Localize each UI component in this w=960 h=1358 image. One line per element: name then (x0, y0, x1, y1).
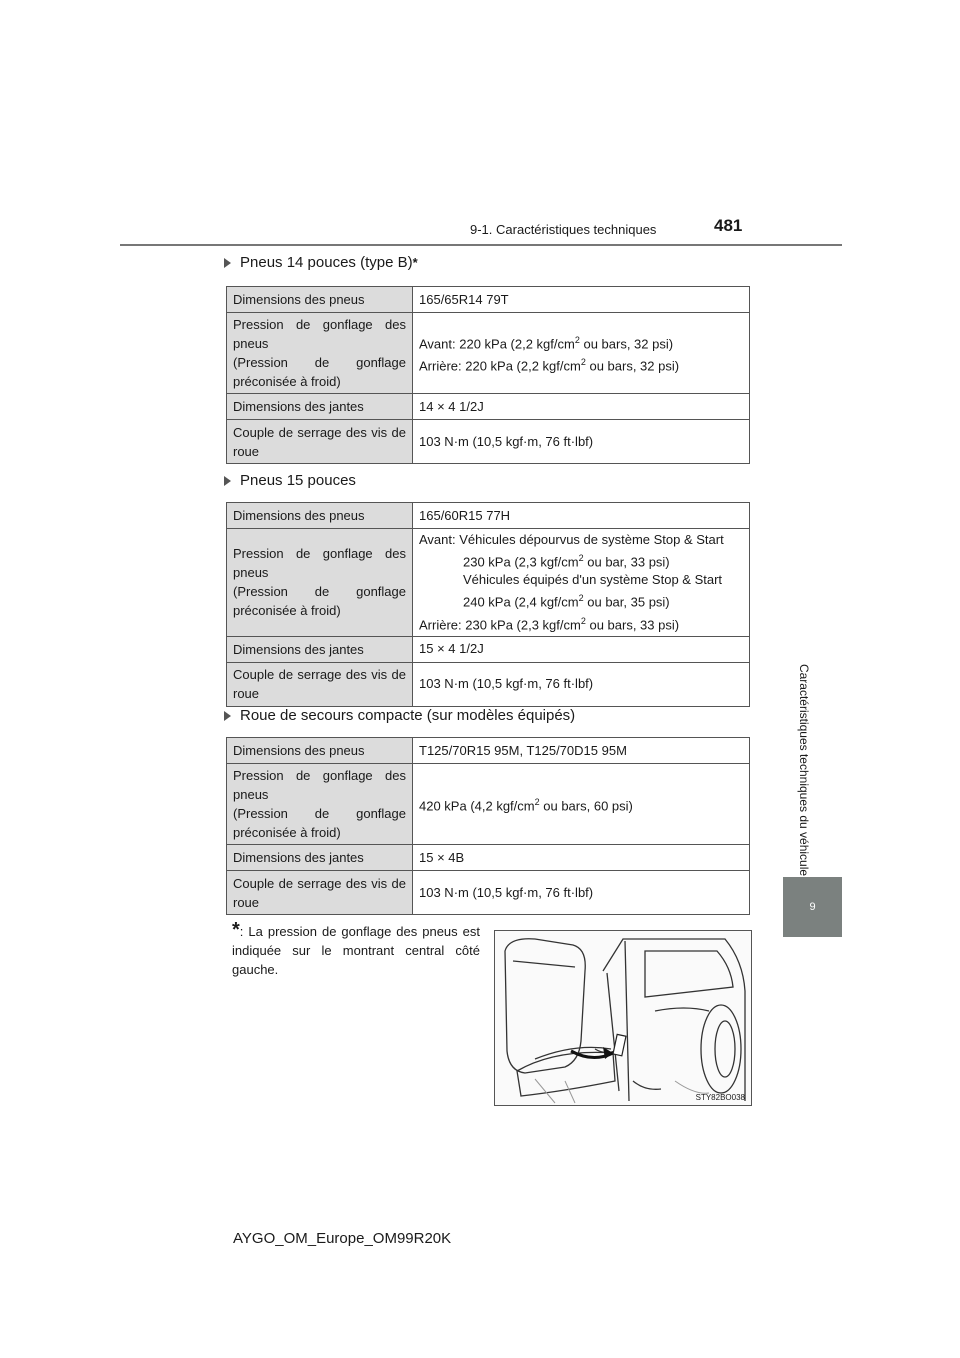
chapter-tab[interactable] (783, 877, 842, 937)
table-row (227, 313, 750, 394)
footnote (232, 919, 480, 979)
table-row (227, 420, 750, 464)
row-value: 14 × 4 1/2J (413, 394, 750, 420)
pressure-label-note: (Pression de gonflage préconisée à froid) (233, 584, 406, 619)
triangle-bullet-icon (224, 711, 231, 721)
front-pressure-line2: 230 kPa (2,3 kgf/$cm^2$ ou bar, 33 psi) (463, 553, 670, 570)
table-row (227, 503, 750, 529)
superscript: 2 (534, 796, 540, 807)
section-title: 9-1. Caractéristiques techniques (470, 222, 657, 237)
row-label: Dimensions des pneus (227, 503, 413, 529)
table-row (227, 662, 750, 706)
row-label: Couple de serrage des vis de roue (227, 420, 413, 464)
door-pillar-illustration (494, 930, 752, 1106)
pressure-label-main: Pression de gonflage des pneus (233, 546, 406, 581)
triangle-bullet-icon (224, 258, 231, 268)
car-seat-pillar-drawing (495, 931, 751, 1105)
front-pressure-line3: Véhicules équipés d'un système Stop & Start (463, 572, 723, 588)
spec-table-15-inch (226, 502, 750, 707)
table-row (227, 287, 750, 313)
page-number: 481 (714, 216, 743, 235)
section-heading-text: Pneus 14 pouces (type B) (240, 254, 413, 271)
rear-pressure-cont: ou bars, 32 psi) (585, 358, 680, 374)
row-value: 15 × 4 1/2J (413, 636, 750, 662)
chapter-side-label: Caractéristiques techniques du véhicule (797, 663, 811, 877)
superscript: 2 (580, 357, 586, 367)
pressure-label-note: (Pression de gonflage préconisée à froid) (233, 355, 406, 389)
row-label: Couple de serrage des vis de roue (227, 871, 413, 915)
table-row (227, 394, 750, 420)
section-heading-text: Roue de secours compacte (sur modèles équipés) (240, 707, 576, 724)
row-value: 103 N·m (10,5 kgf·m, 76 ft·lbf) (413, 871, 750, 915)
row-value: T125/70R15 95M, T125/70D15 95M (413, 738, 750, 764)
table-row (227, 529, 750, 637)
section-heading-text: Pneus 15 pouces (240, 472, 356, 489)
footnote-marker: * (412, 255, 418, 270)
table-row (227, 764, 750, 845)
row-label: Dimensions des jantes (227, 636, 413, 662)
table-row (227, 636, 750, 662)
spec-table-14-inch (226, 286, 750, 464)
superscript: 2 (574, 334, 580, 345)
table-row (227, 845, 750, 871)
chapter-number: 9 (809, 901, 816, 913)
row-value (413, 313, 750, 394)
row-value (413, 764, 750, 845)
row-value: 15 × 4B (413, 845, 750, 871)
row-label (227, 529, 413, 637)
row-label: Dimensions des pneus (227, 738, 413, 764)
spare-pressure: 420 kPa (4,2 kgf/cm (419, 798, 535, 814)
spare-pressure-cont: ou bars, 60 psi) (539, 798, 633, 814)
pressure-label-main: Pression de gonflage des pneus (233, 317, 406, 351)
row-label (227, 313, 413, 394)
section-heading-15-inch (224, 472, 356, 489)
row-value: 103 N·m (10,5 kgf·m, 76 ft·lbf) (413, 420, 750, 464)
row-value: 165/60R15 77H (413, 503, 750, 529)
front-pressure-cont: ou bars, 32 psi) (579, 336, 674, 351)
section-heading-spare-wheel (224, 707, 575, 724)
front-pressure-line4: 240 kPa (2,4 kgf/$cm^2$ ou bar, 35 psi) (463, 593, 670, 610)
rear-pressure: Arrière: 230 kPa (2,3 kgf/$cm^2$ ou bars, 33 psi) (419, 615, 680, 632)
footnote-star: * (232, 919, 240, 941)
front-pressure: Avant: 220 kPa (2,2 kgf/cm (419, 336, 575, 351)
row-label (227, 764, 413, 845)
spec-table-spare-wheel (226, 737, 750, 915)
rear-pressure: Arrière: 220 kPa (2,2 kgf/cm (419, 358, 581, 374)
row-label: Couple de serrage des vis de roue (227, 662, 413, 706)
row-label: Dimensions des pneus (227, 287, 413, 313)
row-label: Dimensions des jantes (227, 845, 413, 871)
table-row (227, 871, 750, 915)
section-heading-14-inch (224, 254, 418, 271)
footnote-text: : La pression de gonflage des pneus est indiquée sur le montrant central côté gauche. (232, 924, 480, 977)
row-value: 103 N·m (10,5 kgf·m, 76 ft·lbf) (413, 662, 750, 706)
triangle-bullet-icon (224, 476, 231, 486)
figure-code: STY82BO038 (695, 1093, 745, 1102)
table-row (227, 738, 750, 764)
front-pressure-line1: Avant: Véhicules dépourvus de système Stop & Start (419, 532, 724, 547)
row-value (413, 529, 750, 637)
row-label: Dimensions des jantes (227, 394, 413, 420)
header-divider (120, 244, 842, 246)
pressure-label-main: Pression de gonflage des pneus (233, 768, 406, 802)
row-value: 165/65R14 79T (413, 287, 750, 313)
pressure-label-note: (Pression de gonflage préconisée à froid) (233, 806, 406, 840)
document-code: AYGO_OM_Europe_OM99R20K (233, 1230, 452, 1247)
